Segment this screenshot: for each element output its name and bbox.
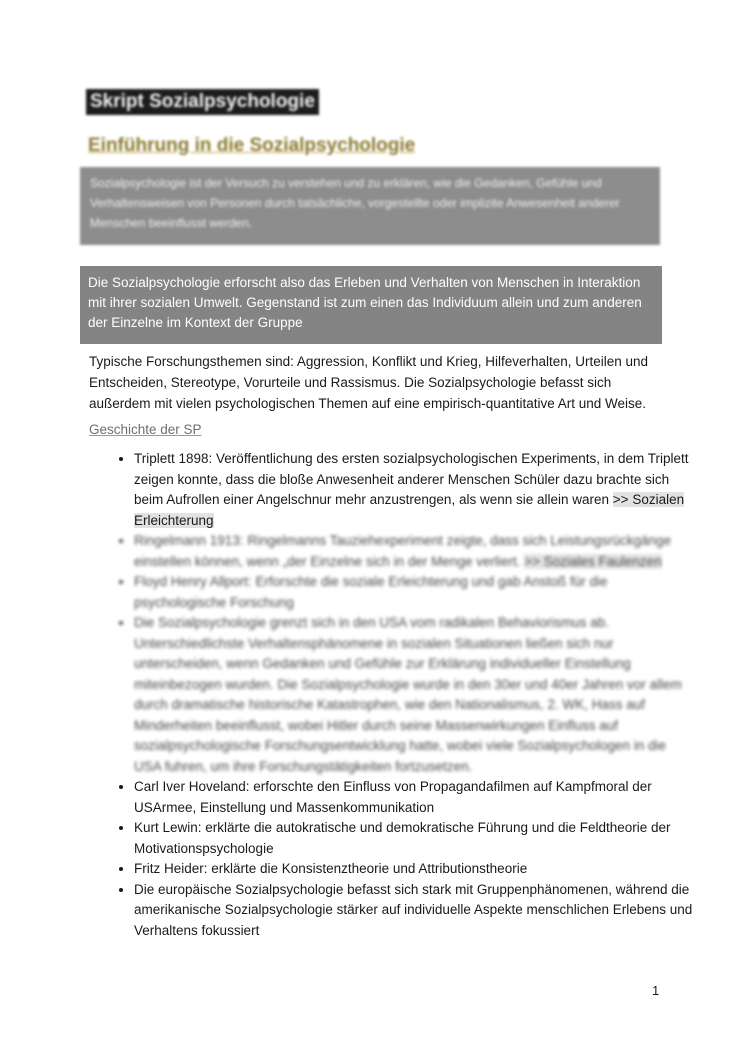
bullet-text: Floyd Henry Allport: Erforschte die soziale Erleichterung und gab Anstoß für die psychologische Forschung bbox=[134, 574, 608, 610]
section-title: Einführung in die Sozialpsychologie bbox=[88, 135, 416, 156]
bullet-lewin bbox=[134, 818, 694, 859]
bullet-allport bbox=[134, 572, 694, 613]
bullet-text: Triplett 1898: Veröffentlichung des ersten sozialpsychologischen Experiments, in dem Triplett zeigen konnte, dass die bloße Anwesenheit anderer Menschen Schüler dazu brachte sich beim Aufrollen einer Angelschnur mehr anzustrengen, als wenn sie allein waren bbox=[134, 451, 689, 507]
history-subheading: Geschichte der SP bbox=[89, 422, 202, 437]
bullet-text: Kurt Lewin: erklärte die autokratische und demokratische Führung und die Feldtheorie der Motivationspsychologie bbox=[134, 820, 671, 856]
bullet-european-sp bbox=[134, 880, 694, 942]
definition-box-blurred: Sozialpsychologie ist der Versuch zu verstehen und zu erklären, wie die Gedanken, Gefühle und Verhaltensweisen von Personen durch tatsächliche, vorgestellte oder implizite Anwesenheit anderer Menschen beeinflusst werden. bbox=[80, 167, 660, 245]
bullet-heider bbox=[134, 859, 694, 880]
bullet-text: Carl Iver Hoveland: erforschte den Einfluss von Propagandafilmen auf Kampfmoral der USArmee, Einstellung und Massenkommunikation bbox=[134, 779, 652, 815]
research-topics-paragraph: Typische Forschungsthemen sind: Aggression, Konflikt und Krieg, Hilfeverhalten, Urteilen und Entscheiden, Stereotype, Vorurteile und Rassismus. Die Sozialpsychologie befasst sich außerdem mit vielen psychologischen Themen auf eine empirisch-quantitative Art und Weise. bbox=[89, 354, 649, 411]
bullet-text: Die Sozialpsychologie grenzt sich in den USA vom radikalen Behaviorismus ab. Unterschiedlichste Verhaltensphänomene in sozialen Situationen ließen sich nur unterscheiden, wenn Gedanken und Gefühle zur Erklärung individueller Einstellung miteinbezogen wurden. Die Sozialpsychologie wurde in den 30er und 40er Jahren vor allem durch dramatische historische Katastrophen, wie den Nationalismus, 2. WK, Hass auf Minderheiten beeinflusst, wobei Hitler durch seine Massenwirkungen Einfluss auf sozialpsychologische Forschungsentwicklung hatte, wobei viele Sozialpsychologen in die USA fuhren, um ihre Forschungstätigkeiten fortzusetzen. bbox=[134, 615, 682, 774]
bullet-hoveland bbox=[134, 777, 694, 818]
bullet-highlight: >> Soziales Faulenzen bbox=[524, 553, 662, 569]
bullet-text: Ringelmann 1913: Ringelmanns Tauziehexperiment zeigte, dass sich Leistungsrückgänge einstellen können, wenn „der Einzelne sich in der Menge verliert. bbox=[134, 533, 672, 569]
history-bullet-list bbox=[112, 449, 694, 941]
definition-box: Die Sozialpsychologie erforscht also das Erleben und Verhalten von Menschen in Interaktion mit ihrer sozialen Umwelt. Gegenstand ist zum einen das Individuum allein und zum anderen der Einzelne im Kontext der Gruppe bbox=[80, 266, 662, 344]
document-title: Skript Sozialpsychologie bbox=[86, 89, 319, 115]
page-number: 1 bbox=[652, 983, 660, 998]
bullet-triplett bbox=[134, 449, 694, 531]
bullet-text: Fritz Heider: erklärte die Konsistenztheorie und Attributionstheorie bbox=[134, 861, 528, 876]
bullet-highlight: >> Sozialen Erleichterung bbox=[134, 492, 685, 528]
bullet-usa-behaviorism bbox=[134, 613, 694, 777]
bullet-ringelmann bbox=[134, 531, 694, 572]
bullet-text: Die europäische Sozialpsychologie befasst sich stark mit Gruppenphänomenen, während die amerikanische Sozialpsychologie stärker auf individuelle Aspekte menschlichen Erlebens und Verhaltens fokussiert bbox=[134, 881, 693, 938]
